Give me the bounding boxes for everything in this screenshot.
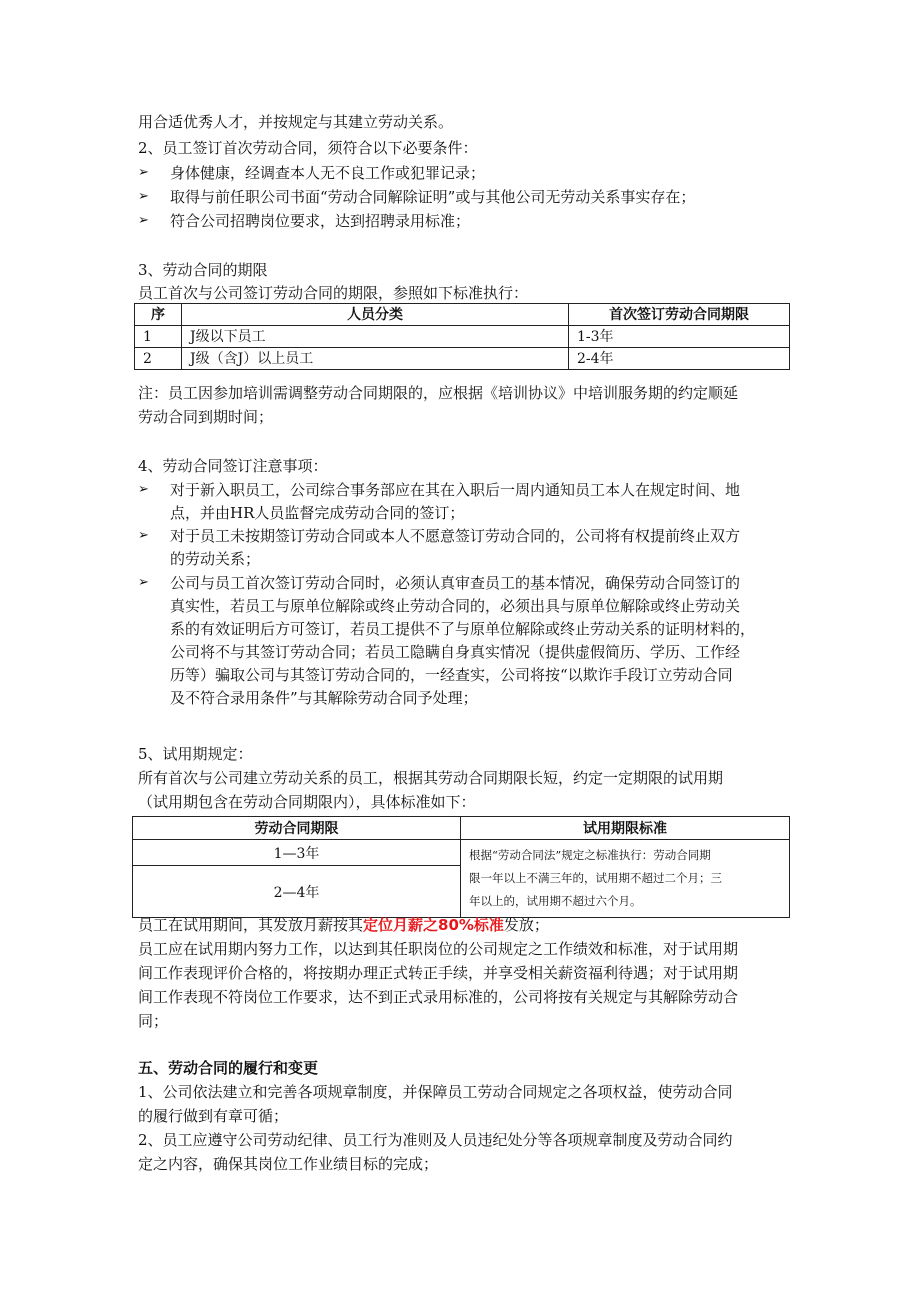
perf-line: 间工作表现评价合格的，将按期办理正式转正手续，并享受相关薪资福利待遇；对于试用期 — [138, 964, 739, 982]
table-cell: 2—4年 — [133, 866, 461, 918]
arrow-bullet-icon: ➢ — [138, 213, 149, 228]
salary-highlight: 定位月薪之80%标准 — [363, 916, 504, 934]
chapter-line: 2、员工应遵守公司劳动纪律、员工行为准则及人员违纪处分等各项规章制度及劳动合同约 — [138, 1131, 733, 1149]
arrow-bullet-icon: ➢ — [138, 575, 149, 590]
column-header: 序 — [135, 304, 182, 326]
chapter-line: 1、公司依法建立和完善各项规章制度，并保障员工劳动合同规定之各项权益，使劳动合同 — [138, 1083, 733, 1101]
sec5-title: 5、试用期规定： — [138, 745, 253, 763]
chapter-heading: 五、劳动合同的履行和变更 — [138, 1059, 319, 1077]
table-row — [135, 326, 790, 348]
table-cell: J级以下员工 — [182, 326, 569, 348]
contract-term-table — [134, 303, 790, 370]
column-header: 试用期限标准 — [461, 817, 790, 840]
table-header-row — [133, 817, 790, 840]
arrow-bullet-icon: ➢ — [138, 189, 149, 204]
arrow-bullet-icon: ➢ — [138, 482, 149, 497]
column-header: 首次签订劳动合同期限 — [569, 304, 790, 326]
table-cell: J级（含J）以上员工 — [182, 348, 569, 370]
perf-line: 员工应在试用期内努力工作，以达到其任职岗位的公司规定之工作绩效和标准，对于试用期 — [138, 940, 739, 958]
table-cell: 1-3年 — [569, 326, 790, 348]
column-header: 劳动合同期限 — [133, 817, 461, 840]
table-cell: 2-4年 — [569, 348, 790, 370]
table-cell: 2 — [135, 348, 182, 370]
perf-line: 同； — [138, 1012, 169, 1030]
sec3-note-line: 劳动合同到期时间； — [138, 408, 274, 426]
probation-table — [132, 816, 790, 918]
perf-line: 间工作表现不符岗位工作要求，达不到正式录用标准的，公司将按有关规定与其解除劳动合 — [138, 988, 739, 1006]
table-cell: 1—3年 — [133, 840, 461, 866]
table-cell: 1 — [135, 326, 182, 348]
sec4-title: 4、劳动合同签订注意事项： — [138, 457, 328, 475]
arrow-bullet-icon: ➢ — [138, 165, 149, 180]
document-page: 用合适优秀人才，并按规定与其建立劳动关系。 2、员工签订首次劳动合同，须符合以下必要条件： ➢ 身体健康，经调查本人无不良工作或犯罪记录； ➢ 取得与前任职公司书面“劳动合同解除证明”或与其他公司无劳动关系事实存在； ➢ 符合公司招聘岗位要求，达到招聘录用标准； 3、劳动合同的期限 员工首次与公司签订劳动合同的期限，参照如下标准执行： 序 人员分类 首次签订劳动合同期限 1 J级以下员工 1-3年 2 J级（含J）以上员工 2-4年 注：员工因参加培训需调整劳动合同期限的，应根据《培训协议》中培训服务期的约定顺延 劳动合同到期时间； 4、劳动合同签订注意事项： ➢ 对于新入职员工，公司综合事务部应在其在入职后一周内通知员工本人在规定时间、地 点，并由HR人员监督完成劳动合同的签订； ➢ 对于员工未按期签订劳动合同或本人不愿意签订劳动合同的，公司将有权提前终止双方 的劳动关系； ➢ 公司与员工首次签订劳动合同时，必须认真审查员工的基本情况，确保劳动合同签订的 真实性，若员工与原单位解除或终止劳动合同的，必须出具与原单位解除或终止劳动关 系的有效证明后方可签订，若员工提供不了与原单位解除或终止劳动关系的证明材料的， 公司将不与其签订劳动合同；若员工隐瞒自身真实情况（提供虚假简历、学历、工作经 历等）骗取公司与其签订劳动合同的，一经查实，公司将按“以欺诈手段订立劳动合同 及不符合录用条件”与其解除劳动合同予处理； 5、试用期规定： 所有首次与公司建立劳动关系的员工，根据其劳动合同期限长短，约定一定期限的试用期 （试用期包含在劳动合同期限内），具体标准如下： 劳动合同期限 试用期限标准 1—3年 根据“劳动合同法”规定之标准执行：劳动合同期 限一年以上不满三年的，试用期不超过二个月；三 年以上的，试用期不超过六个月。 2—4年 员工在试用期间，其发放月薪按其定位月薪之80%标准发放； 员工应在试用期内努力工作，以达到其任职岗位的公司规定之工作绩效和标准，对于试用期 间工作表现评价合格的，将按期办理正式转正手续，并享受相关薪资福利待遇；对于试用期 间工作表现不符岗位工作要求，达不到正式录用标准的，公司将按有关规定与其解除劳动合 同； 五、劳动合同的履行和变更 1、公司依法建立和完善各项规章制度，并保障员工劳动合同规定之各项权益，使劳动合同 的履行做到有章可循； 2、员工应遵守公司劳动纪律、员工行为准则及人员违纪处分等各项规章制度及劳动合同约 定之内容，确保其岗位工作业绩目标的完成； — [0, 0, 920, 1302]
sec2-title: 2、员工签订首次劳动合同，须符合以下必要条件： — [138, 139, 478, 157]
table-row — [135, 348, 790, 370]
sec3-title: 3、劳动合同的期限 — [138, 261, 268, 279]
probation-standard-cell: 根据“劳动合同法”规定之标准执行：劳动合同期 限一年以上不满三年的，试用期不超过二个月；三 年以上的，试用期不超过六个月。 — [461, 840, 790, 918]
sec5-intro-line: 所有首次与公司建立劳动关系的员工，根据其劳动合同期限长短，约定一定期限的试用期 — [138, 769, 724, 787]
chapter-line: 的履行做到有章可循； — [138, 1107, 289, 1125]
table-row — [133, 840, 790, 866]
intro-line: 用合适优秀人才，并按规定与其建立劳动关系。 — [138, 113, 454, 131]
column-header: 人员分类 — [182, 304, 569, 326]
sec3-intro: 员工首次与公司签订劳动合同的期限，参照如下标准执行： — [138, 284, 529, 302]
sec3-note-line: 注：员工因参加培训需调整劳动合同期限的，应根据《培训协议》中培训服务期的约定顺延 — [138, 384, 739, 402]
chapter-line: 定之内容，确保其岗位工作业绩目标的完成； — [138, 1155, 439, 1173]
arrow-bullet-icon: ➢ — [138, 528, 149, 543]
table-header-row — [135, 304, 790, 326]
sec5-intro-line: （试用期包含在劳动合同期限内），具体标准如下： — [138, 793, 476, 811]
salary-line: 员工在试用期间，其发放月薪按其定位月薪之80%标准发放； — [138, 916, 549, 934]
